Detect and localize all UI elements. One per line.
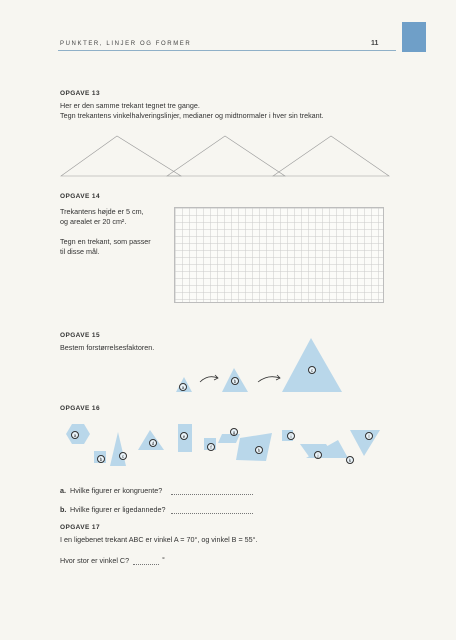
task15-label-c: c: [308, 366, 316, 374]
small-parallelogram: [218, 434, 240, 443]
task13-line1: Her er den samme trekant tegnet tre gange.: [60, 101, 200, 110]
task14-line2: og arealet er 20 cm².: [60, 217, 127, 226]
task17-question: Hvor stor er vinkel C?: [60, 556, 130, 565]
task17-line1: I en ligebenet trekant ABC er vinkel A = 70°, og vinkel B = 55°.: [60, 535, 258, 544]
question-b: Hvilke figurer er ligedannede?: [70, 505, 166, 514]
task16-heading: OPGAVE 16: [60, 405, 100, 412]
task16-label-e: e: [180, 432, 188, 440]
tall-triangle: [110, 432, 126, 466]
task15-label-b: b: [231, 377, 239, 385]
task16-label-g: g: [230, 428, 238, 436]
task16-label-i: i: [287, 432, 295, 440]
task15-figures: [170, 330, 360, 398]
task14-line4: til disse mål.: [60, 247, 100, 256]
task14-heading: OPGAVE 14: [60, 193, 100, 200]
task16-label-b: b: [97, 455, 105, 463]
task14-line3: Tegn en trekant, som passer: [60, 237, 151, 246]
question-a: Hvilke figurer er kongruente?: [70, 486, 163, 495]
task16-label-j: j: [314, 451, 322, 459]
answer-b-field[interactable]: [171, 513, 253, 514]
task16-label-d: d: [149, 439, 157, 447]
task16-label-a: a: [71, 431, 79, 439]
task13-triangles: [55, 130, 395, 180]
large-triangle: [282, 338, 342, 392]
drawing-grid[interactable]: [174, 207, 384, 303]
task16-label-c: c: [119, 452, 127, 460]
header-divider: [58, 50, 396, 51]
task15-line1: Bestem forstørrelsesfaktoren.: [60, 343, 155, 352]
angle-c-answer-field[interactable]: [133, 564, 159, 565]
task15-heading: OPGAVE 15: [60, 332, 100, 339]
degree-unit: °: [162, 555, 165, 564]
question-b-label: b.: [60, 505, 67, 514]
triangle-2: [167, 136, 285, 176]
task14-line1: Trekantens højde er 5 cm,: [60, 207, 144, 216]
task16-label-h: h: [255, 446, 263, 454]
page-number: 11: [371, 40, 379, 47]
task16-figures: [60, 416, 390, 472]
triangle-3: [273, 136, 389, 176]
task13-heading: OPGAVE 13: [60, 90, 100, 97]
task16-label-f: f: [207, 443, 215, 451]
task16-label-l: l: [365, 432, 373, 440]
triangle-1: [61, 136, 181, 176]
question-a-label: a.: [60, 486, 66, 495]
answer-a-field[interactable]: [171, 494, 253, 495]
task17-heading: OPGAVE 17: [60, 524, 100, 531]
trapezoid: [236, 433, 272, 461]
task16-label-k: k: [346, 456, 354, 464]
task13-line2: Tegn trekantens vinkelhalveringslinjer, medianer og midtnormaler i hver sin trekant.: [60, 111, 324, 120]
task15-label-a: a: [179, 383, 187, 391]
page-tab: [402, 22, 426, 52]
page-header: PUNKTER, LINJER OG FORMER: [60, 41, 192, 47]
